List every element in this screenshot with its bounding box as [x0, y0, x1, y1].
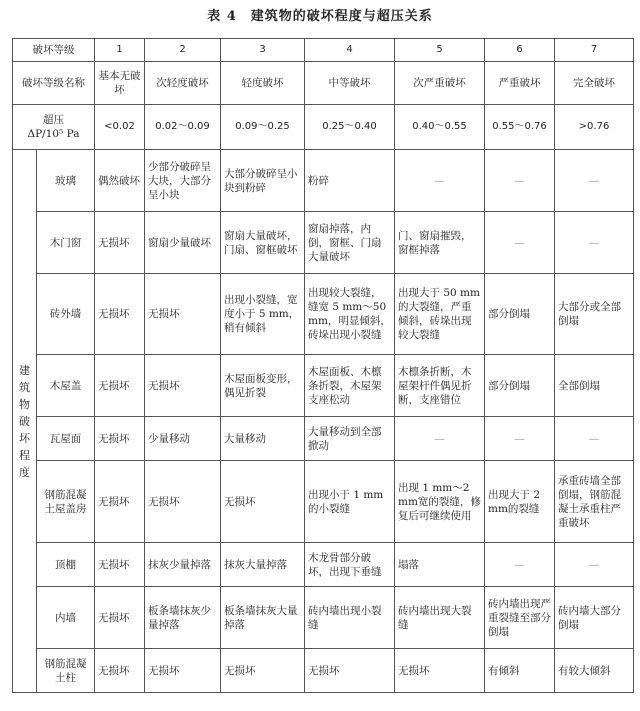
name-cell: 次轻度破坏: [145, 62, 221, 105]
table-cell: 无损坏: [395, 649, 485, 693]
level-label: 破坏等级: [13, 39, 95, 62]
table-caption: 表 4 建筑物的破坏程度与超压关系: [207, 9, 433, 24]
table-cell: 少部分破碎呈大块，大部分呈小块: [145, 150, 221, 212]
table-cell: —: [395, 150, 485, 212]
table-cell: 无损坏: [145, 461, 221, 543]
item-label: 钢筋混凝土屋盖房: [37, 461, 95, 543]
table-cell: 无损坏: [221, 649, 305, 693]
table-cell: —: [555, 212, 634, 274]
item-label: 砖外墙: [37, 274, 95, 355]
side-label: 建筑物破坏程度: [19, 363, 30, 479]
side-label-cell: [13, 150, 37, 693]
table-cell: 木屋面板、木檩条折裂，木屋架支座松动: [305, 355, 395, 417]
table-row: [13, 417, 634, 461]
table-cell: —: [395, 417, 485, 461]
table-cell: 出现较大裂缝，缝宽 5 mm～50 mm，明显倾斜，砖垛出现小裂缝: [305, 274, 395, 355]
table-cell: 砖内墙大部分倒塌: [555, 587, 634, 649]
header-row-pressure: [13, 105, 634, 150]
table-cell: 抹灰大量掉落: [221, 543, 305, 587]
table-cell: 无损坏: [95, 649, 145, 693]
table-cell: 无损坏: [145, 355, 221, 417]
table-cell: 窗扇少量破坏: [145, 212, 221, 274]
table-row: [13, 212, 634, 274]
table-cell: 木屋面板变形，偶见折裂: [221, 355, 305, 417]
name-cell: 严重破坏: [485, 62, 555, 105]
table-cell: 承重砖墙全部倒塌，钢筋混凝土承重柱严重破坏: [555, 461, 634, 543]
table-cell: 部分倒塌: [485, 274, 555, 355]
table-cell: 无损坏: [145, 649, 221, 693]
table-cell: 有倾斜: [485, 649, 555, 693]
pressure-cell: 0.40～0.55: [395, 105, 485, 150]
table-cell: 木檩条折断，木屋架杆件偶见折断，支座错位: [395, 355, 485, 417]
table-cell: 出现大于 50 mm 的大裂缝，严重倾斜，砖垛出现较大裂缝: [395, 274, 485, 355]
table-cell: 粉碎: [305, 150, 395, 212]
table-cell: 窗扇大量破坏，门扇、窗框破坏: [221, 212, 305, 274]
table-row: [13, 355, 634, 417]
table-cell: 无损坏: [95, 274, 145, 355]
table-cell: 出现大于 2 mm的裂缝: [485, 461, 555, 543]
level-cell: 4: [305, 39, 395, 62]
table-cell: 无损坏: [145, 274, 221, 355]
header-row-name: [13, 62, 634, 105]
level-cell: 7: [555, 39, 634, 62]
pressure-cell: 0.25～0.40: [305, 105, 395, 150]
table-cell: 砖内墙出现小裂缝: [305, 587, 395, 649]
table-cell: 无损坏: [95, 587, 145, 649]
table-cell: —: [485, 150, 555, 212]
table-cell: 无损坏: [95, 461, 145, 543]
level-cell: 5: [395, 39, 485, 62]
table-cell: 板条墙抹灰少量掉落: [145, 587, 221, 649]
table-cell: 塌落: [395, 543, 485, 587]
item-label: 玻璃: [37, 150, 95, 212]
level-cell: 1: [95, 39, 145, 62]
table-cell: —: [555, 150, 634, 212]
table-cell: 大量移动到全部掀动: [305, 417, 395, 461]
table-cell: —: [485, 212, 555, 274]
table-cell: 木龙骨部分破坏，出现下垂缝: [305, 543, 395, 587]
level-cell: 2: [145, 39, 221, 62]
table-cell: 板条墙抹灰大量掉落: [221, 587, 305, 649]
item-label: 钢筋混凝土柱: [37, 649, 95, 693]
item-label: 木屋盖: [37, 355, 95, 417]
table-cell: 无损坏: [95, 417, 145, 461]
table-cell: 窗扇掉落，内倒，窗框、门扇大量破坏: [305, 212, 395, 274]
pressure-cell: 0.09～0.25: [221, 105, 305, 150]
table-cell: —: [555, 417, 634, 461]
table-cell: 大部分或全部倒塌: [555, 274, 634, 355]
name-cell: 中等破坏: [305, 62, 395, 105]
item-label: 木门窗: [37, 212, 95, 274]
item-label: 顶棚: [37, 543, 95, 587]
table-cell: 无损坏: [305, 649, 395, 693]
table-cell: 偶然破坏: [95, 150, 145, 212]
table-cell: 出现小裂缝，宽度小于 5 mm，稍有倾斜: [221, 274, 305, 355]
pressure-label: [13, 105, 95, 150]
pressure-cell: >0.76: [555, 105, 634, 150]
table-cell: —: [485, 543, 555, 587]
name-label: 破坏等级名称: [13, 62, 95, 105]
name-cell: 轻度破坏: [221, 62, 305, 105]
table-cell: 少量移动: [145, 417, 221, 461]
table-cell: 有较大倾斜: [555, 649, 634, 693]
level-cell: 3: [221, 39, 305, 62]
pressure-label-line1: 超压: [43, 114, 64, 126]
pressure-cell: <0.02: [95, 105, 145, 150]
table-row: [13, 274, 634, 355]
table-row: [13, 150, 634, 212]
level-cell: 6: [485, 39, 555, 62]
table-cell: —: [485, 417, 555, 461]
header-row-level: [13, 39, 634, 62]
table-row: [13, 461, 634, 543]
table-row: [13, 543, 634, 587]
pressure-label-line2: ΔP/10⁵ Pa: [27, 128, 80, 140]
table-cell: 无损坏: [221, 461, 305, 543]
table-row: [13, 649, 634, 693]
table-cell: 大量移动: [221, 417, 305, 461]
table-cell: 门、窗扇摧毁，窗框掉落: [395, 212, 485, 274]
table-cell: 砖内墙出现严重裂缝至部分倒塌: [485, 587, 555, 649]
table-cell: 无损坏: [95, 543, 145, 587]
table-cell: 砖内墙出现大裂缝: [395, 587, 485, 649]
name-cell: 次严重破坏: [395, 62, 485, 105]
name-cell: 完全破坏: [555, 62, 634, 105]
damage-overpressure-table: [12, 38, 634, 693]
table-cell: 大部分破碎呈小块到粉碎: [221, 150, 305, 212]
table-row: [13, 587, 634, 649]
name-cell: 基本无破坏: [95, 62, 145, 105]
item-label: 瓦屋面: [37, 417, 95, 461]
item-label: 内墙: [37, 587, 95, 649]
table-cell: 抹灰少量掉落: [145, 543, 221, 587]
table-cell: 全部倒塌: [555, 355, 634, 417]
pressure-cell: 0.55～0.76: [485, 105, 555, 150]
table-cell: —: [555, 543, 634, 587]
table-cell: 无损坏: [95, 355, 145, 417]
table-cell: 部分倒塌: [485, 355, 555, 417]
table-cell: 出现小于 1 mm 的小裂缝: [305, 461, 395, 543]
pressure-cell: 0.02～0.09: [145, 105, 221, 150]
table-cell: 无损坏: [95, 212, 145, 274]
table-cell: 出现 1 mm～2 mm宽的裂缝，修复后可继续使用: [395, 461, 485, 543]
